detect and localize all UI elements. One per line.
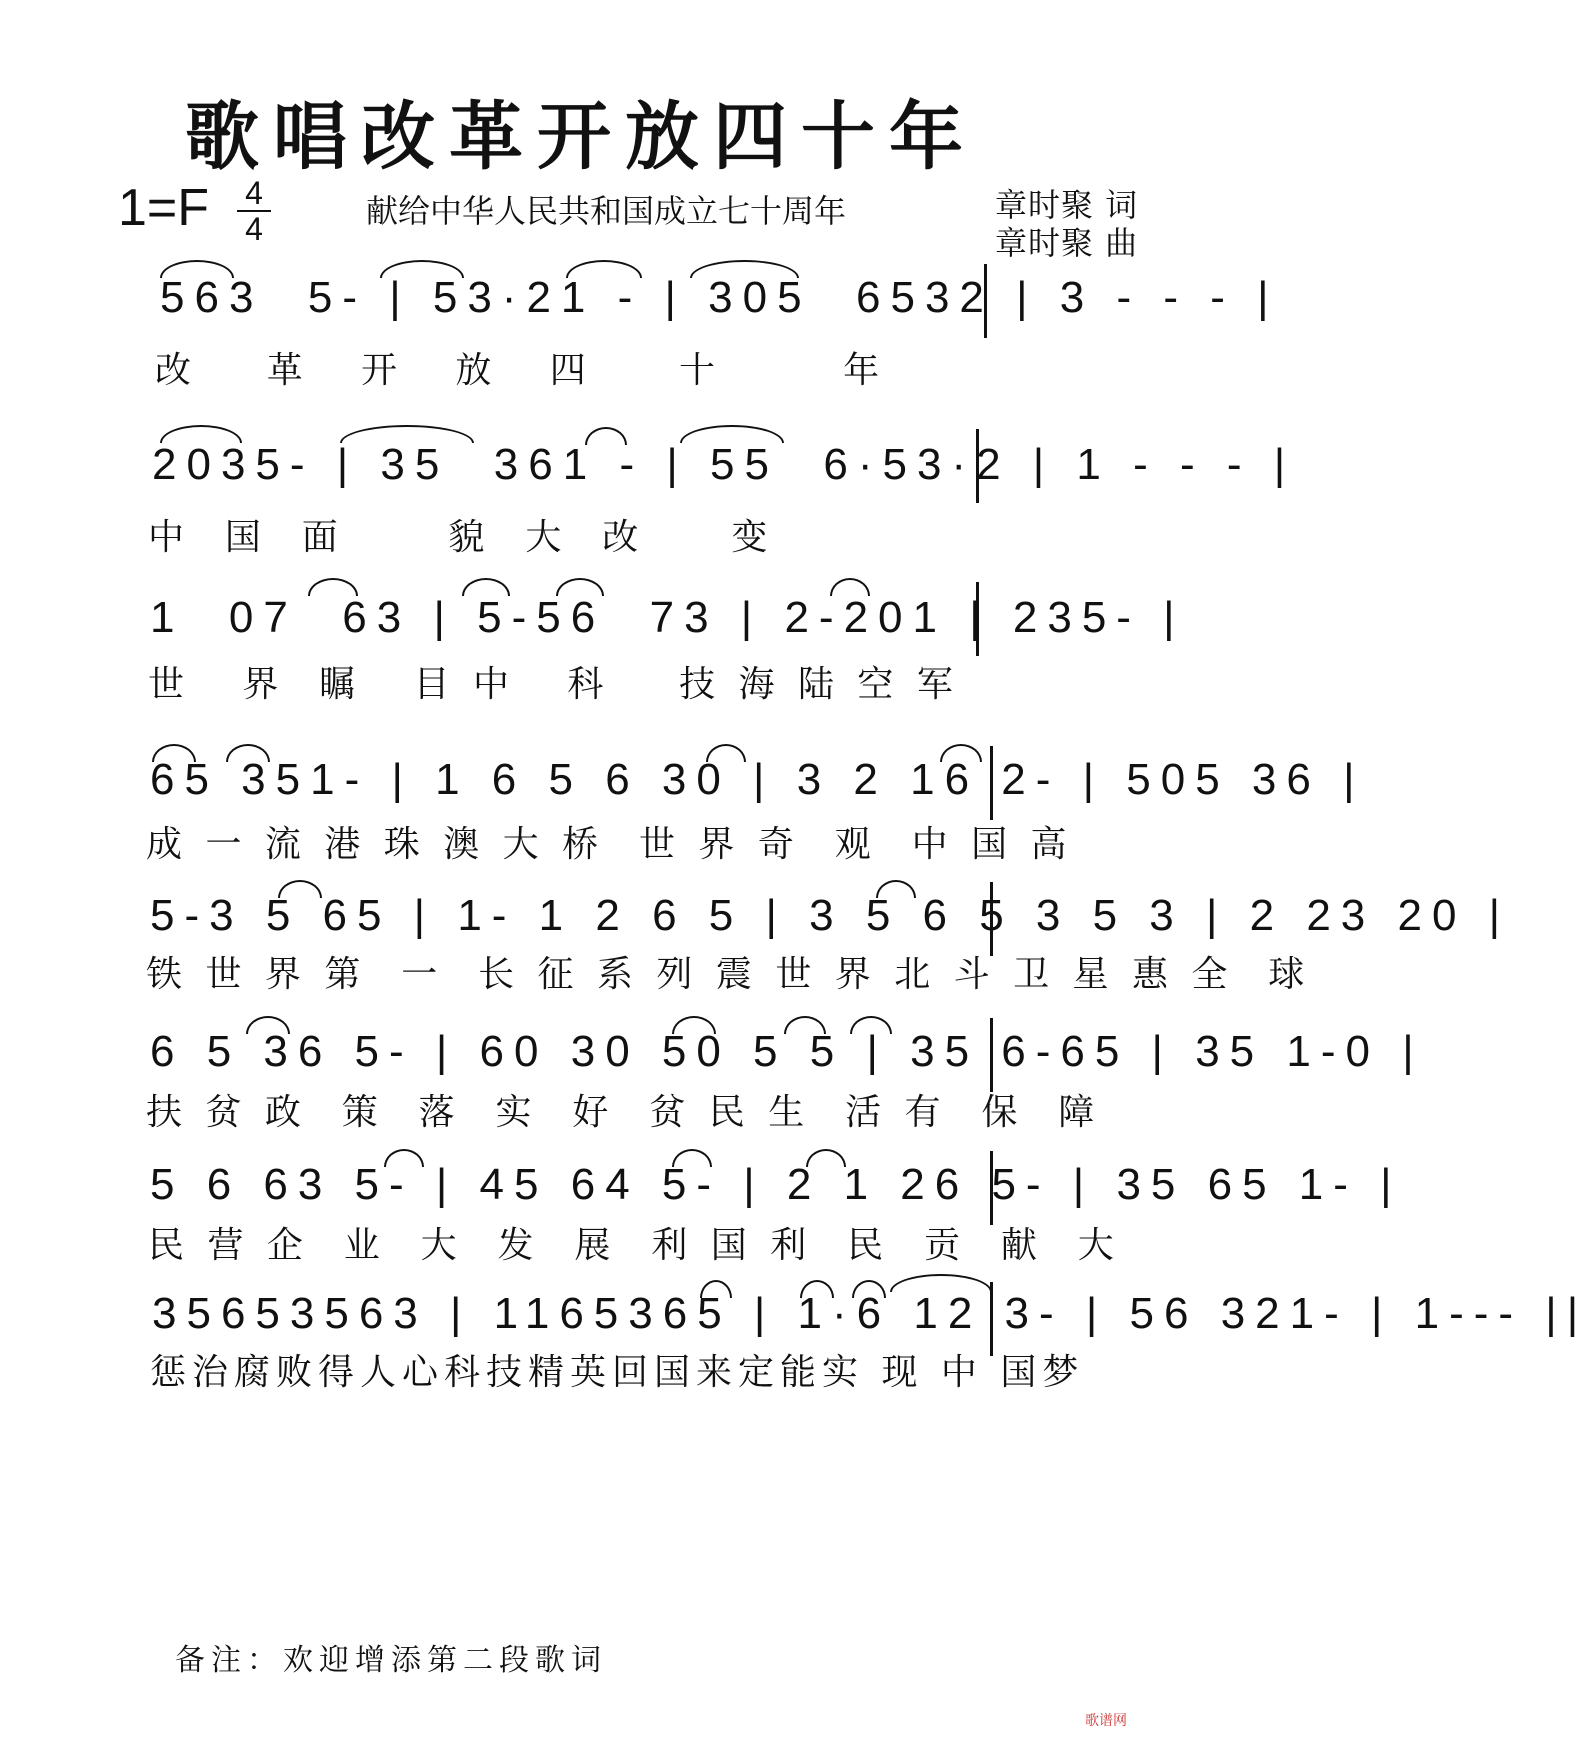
composer-credit: 章时聚 曲: [995, 224, 1139, 262]
bar-line: [976, 582, 979, 656]
bar-line: [984, 264, 987, 338]
bar-line: [990, 882, 993, 956]
dedication-text: 献给中华人民共和国成立七十周年: [366, 192, 847, 230]
corner-watermark: 歌谱网: [1085, 1713, 1127, 1729]
slur-mark: [308, 578, 358, 596]
lyric-line: 扶 贫 政 策 落 实 好 贫 民 生 活 有 保 障: [146, 1092, 1101, 1133]
slur-mark: [852, 1280, 886, 1298]
slur-mark: [706, 744, 746, 762]
lyric-line: 改 革 开 放 四 十 年: [155, 350, 886, 391]
slur-mark: [160, 425, 242, 443]
slur-mark: [384, 1149, 424, 1167]
time-signature-top: 4: [245, 175, 263, 211]
bar-line: [990, 1018, 993, 1092]
notation-line: 5-3 5 65 | 1- 1 2 6 5 | 3 5 6 5 3 5 3 | 2 23 20 |: [150, 891, 1511, 940]
notation-line: 35653563 | 1165365 | 1·6 12 3- | 56 321- | 1--- ||: [152, 1289, 1588, 1338]
slur-mark: [246, 1016, 290, 1034]
slur-mark: [226, 744, 270, 762]
bar-line: [990, 1151, 993, 1225]
notation-line: 2035- | 35 361 - | 55 6·53·2 | 1 - - - |: [152, 440, 1296, 489]
slur-mark: [566, 260, 642, 278]
slur-mark: [784, 1016, 826, 1034]
bar-line: [976, 429, 979, 503]
lyricist-credit: 章时聚 词: [995, 186, 1139, 224]
slur-mark: [585, 427, 627, 445]
slur-mark: [340, 425, 474, 443]
notation-line: 6 5 36 5- | 60 30 50 5 5 | 35 6-65 | 35 1-0 |: [150, 1027, 1424, 1076]
slur-mark: [850, 1016, 892, 1034]
score-row-8: [0, 1272, 1588, 1432]
lyric-line: 铁 世 界 第 一 长 征 系 列 震 世 界 北 斗 卫 星 惠 全 球: [146, 954, 1311, 995]
slur-mark: [380, 260, 464, 278]
slur-mark: [940, 744, 982, 762]
slur-mark: [160, 260, 234, 278]
slur-mark: [680, 425, 784, 443]
notation-line: 65 351- | 1 6 5 6 30 | 3 2 16 2- | 505 36 |: [150, 755, 1365, 804]
time-signature-bottom: 4: [245, 211, 263, 247]
notation-line: 1 07 63 | 5-56 73 | 2-201 | 235- |: [150, 593, 1185, 642]
slur-mark: [830, 578, 870, 596]
slur-mark: [800, 1280, 834, 1298]
time-signature: [237, 175, 271, 247]
lyric-line: 惩治腐败得人心科技精英回国来定能实 现 中 国梦: [150, 1352, 1085, 1393]
key-signature: 1=F: [118, 179, 210, 237]
bar-line: [990, 746, 993, 820]
slur-mark: [672, 1149, 712, 1167]
slur-mark: [700, 1280, 732, 1298]
slur-mark: [690, 260, 799, 278]
footnote-text: 备注：欢迎增添第二段歌词: [175, 1643, 607, 1678]
notation-line: 563 5- | 53·21 - | 305 6532 | 3 - - - |: [160, 273, 1279, 322]
final-bar-line: [990, 1282, 993, 1356]
score-row-3: [0, 578, 1272, 738]
notation-line: 5 6 63 5- | 45 64 5- | 2 1 26 5- | 35 65 1- |: [150, 1160, 1402, 1209]
slur-mark: [278, 880, 322, 898]
lyric-line: 世 界 瞩 目 中 科 技 海 陆 空 军: [148, 664, 959, 705]
lyric-line: 民 营 企 业 大 发 展 利 国 利 民 贡 献 大: [148, 1225, 1120, 1266]
song-title: 歌唱改革开放四十年: [185, 94, 977, 180]
slur-mark: [152, 744, 196, 762]
lyric-line: 成 一 流 港 珠 澳 大 桥 世 界 奇 观 中 国 高: [146, 824, 1073, 865]
lyric-line: 中 国 面 貌 大 改 变: [148, 517, 774, 558]
slur-mark: [556, 578, 604, 596]
score-row-2: [0, 425, 1296, 585]
slur-mark: [890, 1274, 992, 1292]
slur-mark: [806, 1149, 846, 1167]
score-row-1: [0, 260, 1279, 420]
slur-mark: [672, 1016, 716, 1034]
slur-mark: [462, 578, 510, 596]
slur-mark: [876, 880, 916, 898]
